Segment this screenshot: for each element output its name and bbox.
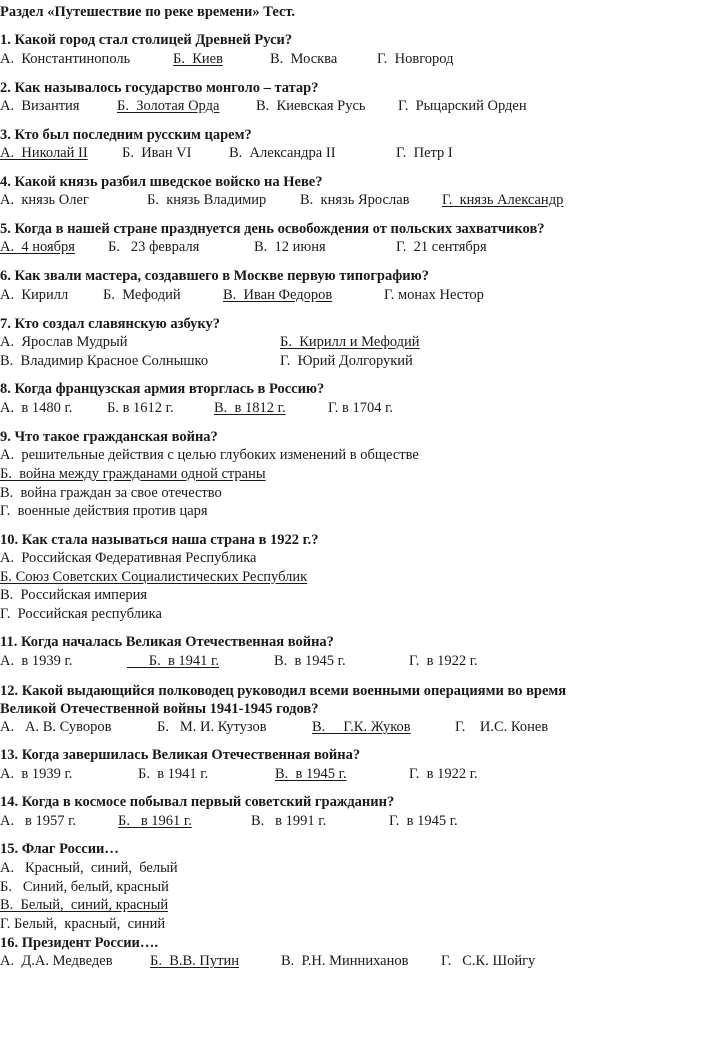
answer-option: Г. Белый, красный, синий <box>0 916 166 932</box>
question-8-text: 8. Когда французская армия вторглась в Россию? <box>0 381 325 397</box>
answer-row <box>0 50 704 69</box>
answer-row <box>0 286 704 305</box>
answer-row <box>0 718 704 737</box>
question-12-text: 12. Какой выдающийся полководец руководил всеми военными операциями во время <box>0 683 567 699</box>
answer-option: Г. в 1704 г. <box>328 400 394 416</box>
answer-row <box>0 97 704 116</box>
question-16-text: 16. Президент России…. <box>0 935 159 951</box>
answer-option-selected: Б. война между гражданами одной страны <box>0 466 266 482</box>
answer-option: А. в 1480 г. <box>0 400 73 416</box>
answer-row <box>0 191 704 210</box>
answer-option: Г. военные действия против царя <box>0 503 208 519</box>
answer-option: В. Р.Н. Минниханов <box>281 953 409 969</box>
answer-row <box>0 878 704 897</box>
answer-option: А. решительные действия с целью глубоких изменений в обществе <box>0 447 419 463</box>
question-9-text: 9. Что такое гражданская война? <box>0 429 218 445</box>
answer-option-selected: В. Иван Федоров <box>223 287 333 303</box>
answer-row <box>0 915 704 934</box>
answer-option: А. в 1957 г. <box>0 813 77 829</box>
answer-row <box>0 812 704 831</box>
answer-option: Б. Синий, белый, красный <box>0 879 169 895</box>
answer-option: В. Александра II <box>229 145 336 161</box>
answer-option-selected: Б. в 1961 г. <box>118 813 192 829</box>
answer-option: Г. Новгород <box>377 51 454 67</box>
answer-option: Г. Российская республика <box>0 606 162 622</box>
answer-row <box>0 859 704 878</box>
answer-row <box>0 549 704 568</box>
answer-option-selected: Г. князь Александр <box>442 192 564 208</box>
answer-option: А. Красный, синий, белый <box>0 860 178 876</box>
answer-option: В. Киевская Русь <box>256 98 366 114</box>
question-1-text: 1. Какой город стал столицей Древней Руси? <box>0 32 293 48</box>
question-7-text: 7. Кто создал славянскую азбуку? <box>0 316 221 332</box>
answer-option: Г. И.С. Конев <box>455 719 549 735</box>
answer-option-selected: А. 4 ноября <box>0 239 75 255</box>
answer-option: Г. Рыцарский Орден <box>398 98 527 114</box>
answer-row <box>0 144 704 163</box>
answer-option: Г. в 1945 г. <box>389 813 458 829</box>
answer-row <box>0 333 704 352</box>
answer-row <box>0 605 704 624</box>
answer-row <box>0 238 704 257</box>
answer-option: В. князь Ярослав <box>300 192 410 208</box>
answer-row <box>0 484 704 503</box>
answer-option: А. Константинополь <box>0 51 131 67</box>
question-3-text: 3. Кто был последним русским царем? <box>0 127 252 143</box>
answer-option: Б. в 1612 г. <box>107 400 174 416</box>
answer-option: Б. Мефодий <box>103 287 181 303</box>
question-13-text: 13. Когда завершилась Великая Отечественная война? <box>0 747 361 763</box>
answer-row <box>0 896 704 915</box>
answer-option: В. Москва <box>270 51 338 67</box>
answer-option: В. 12 июня <box>254 239 326 255</box>
answer-option-selected: Б. В.В. Путин <box>150 953 239 969</box>
answer-option: В. Российская империя <box>0 587 148 603</box>
answer-option: В. Владимир Красное Солнышко <box>0 353 209 369</box>
question-14-text: 14. Когда в космосе побывал первый советский гражданин? <box>0 794 395 810</box>
answer-option-selected: Б. Кирилл и Мефодий <box>280 334 420 350</box>
answer-option: А. Кирилл <box>0 287 69 303</box>
answer-row <box>0 502 704 521</box>
question-5-text: 5. Когда в нашей стране празднуется день освобождения от польских захватчиков? <box>0 221 545 237</box>
answer-option: В. в 1945 г. <box>274 653 346 669</box>
question-2-text: 2. Как называлось государство монголо – татар? <box>0 80 319 96</box>
question-11-text: 11. Когда началась Великая Отечественная война? <box>0 634 334 650</box>
answer-option: Г. в 1922 г. <box>409 653 478 669</box>
answer-row <box>0 465 704 484</box>
answer-option: А. Российская Федеративная Республика <box>0 550 257 566</box>
answer-row <box>0 765 704 784</box>
answer-option: А. князь Олег <box>0 192 89 208</box>
page-title: Раздел «Путешествие по реке времени» Тест. <box>0 4 296 20</box>
answer-option: Б. в 1941 г. <box>138 766 209 782</box>
question-6-text: 6. Как звали мастера, создавшего в Москве первую типографию? <box>0 268 429 284</box>
answer-option: А. А. В. Суворов <box>0 719 112 735</box>
answer-option-selected: Б. Киев <box>173 51 223 67</box>
answer-option: Б. Иван VI <box>122 145 192 161</box>
answer-option: В. в 1991 г. <box>251 813 327 829</box>
answer-option: А. Византия <box>0 98 80 114</box>
answer-row <box>0 568 704 587</box>
answer-option-selected: В. в 1945 г. <box>275 766 347 782</box>
answer-row <box>0 586 704 605</box>
answer-option: Б. 23 февраля <box>108 239 200 255</box>
answer-option: В. война граждан за свое отечество <box>0 485 222 501</box>
answer-option-selected: А. Николай II <box>0 145 88 161</box>
answer-option: Г. С.К. Шойгу <box>441 953 536 969</box>
answer-option: А. в 1939 г. <box>0 653 73 669</box>
answer-option: Г. Петр I <box>396 145 453 161</box>
answer-option: Б. князь Владимир <box>147 192 267 208</box>
answer-option: Г. Юрий Долгорукий <box>280 353 413 369</box>
answer-option: А. в 1939 г. <box>0 766 73 782</box>
answer-row <box>0 352 704 371</box>
answer-row <box>0 446 704 465</box>
question-4-text: 4. Какой князь разбил шведское войско на Неве? <box>0 174 323 190</box>
answer-option: Г. 21 сентября <box>396 239 487 255</box>
question-15-text: 15. Флаг России… <box>0 841 119 857</box>
answer-option-selected: В. Г.К. Жуков <box>312 719 411 735</box>
answer-option-selected: Б. Золотая Орда <box>117 98 220 114</box>
answer-option-selected: В. Белый, синий, красный <box>0 897 169 913</box>
answer-option: Б. М. И. Кутузов <box>157 719 267 735</box>
answer-option: Г. в 1922 г. <box>409 766 478 782</box>
answer-option: А. Д.А. Медведев <box>0 953 113 969</box>
answer-option-selected: Б. Союз Советских Социалистических Республик <box>0 569 308 585</box>
question-10-text: 10. Как стала называться наша страна в 1922 г.? <box>0 532 319 548</box>
answer-row <box>0 952 704 971</box>
answer-option-selected: Б. в 1941 г. <box>127 653 219 669</box>
answer-row <box>0 399 704 418</box>
answer-option: Г. монах Нестор <box>384 287 484 303</box>
answer-option: А. Ярослав Мудрый <box>0 334 128 350</box>
answer-row <box>0 652 704 671</box>
question-12-text-cont: Великой Отечественной войны 1941-1945 годов? <box>0 701 319 717</box>
answer-option-selected: В. в 1812 г. <box>214 400 286 416</box>
